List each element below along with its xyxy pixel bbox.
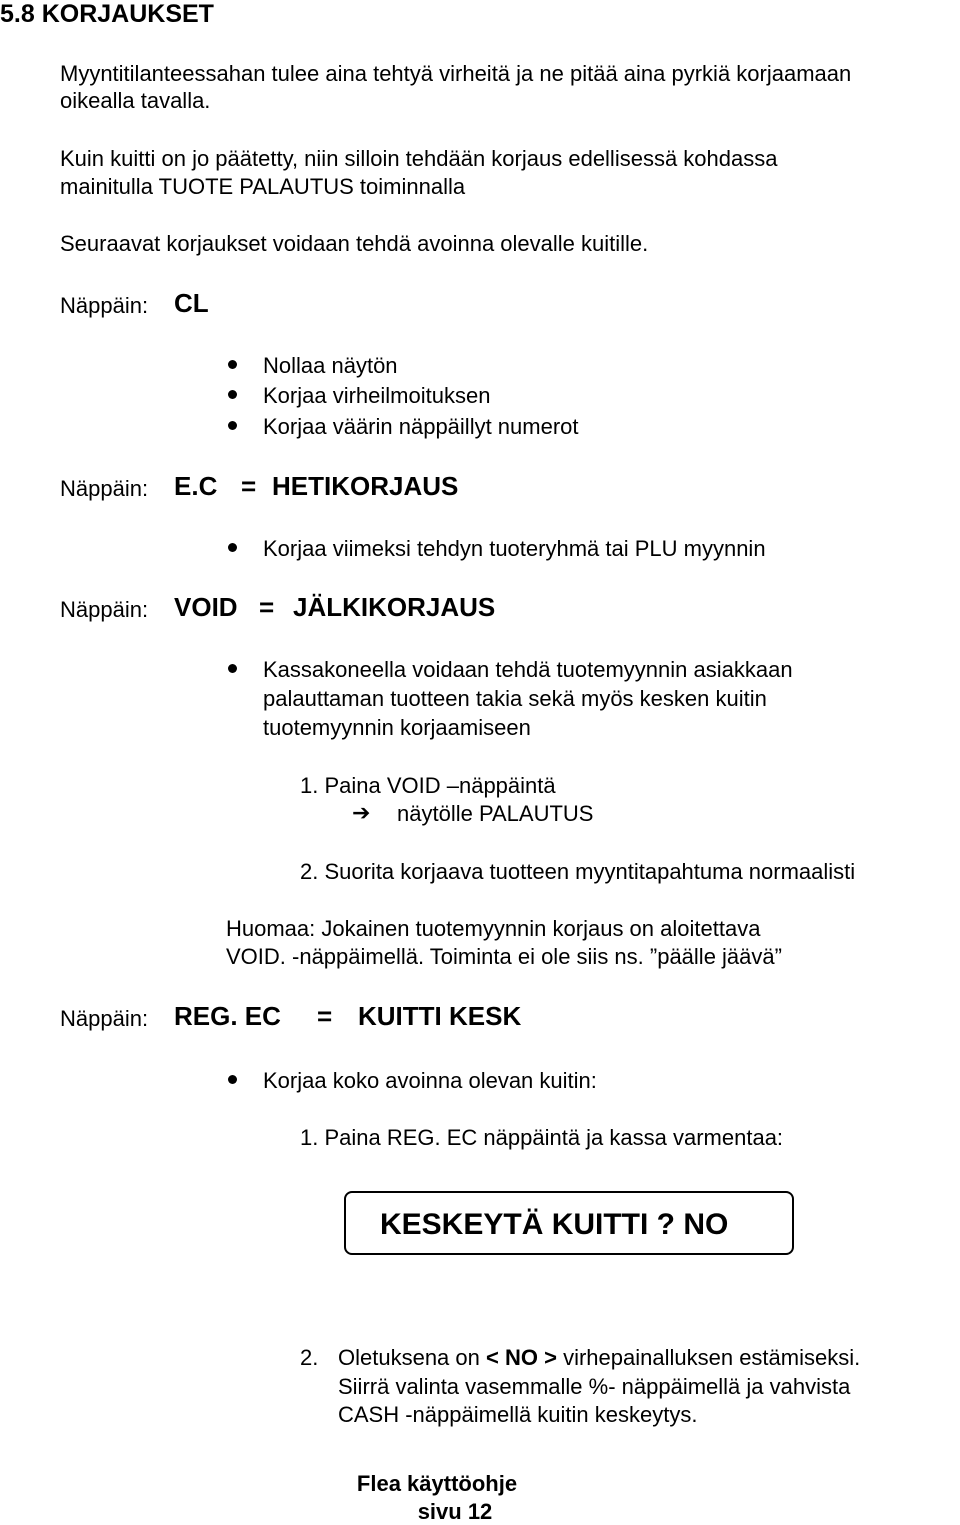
list-item: Korjaa viimeksi tehdyn tuoteryhmä tai PLU myynnin bbox=[263, 536, 766, 561]
description-line: tuotemyynnin korjaamiseen bbox=[263, 715, 531, 740]
bullet-icon bbox=[228, 543, 237, 552]
key-prefix: Näppäin: bbox=[60, 293, 149, 318]
bullet-icon bbox=[228, 421, 237, 430]
intro-line: mainitulla TUOTE PALAUTUS toiminnalla bbox=[60, 174, 466, 199]
list-item: Korjaa virheilmoituksen bbox=[263, 383, 491, 408]
step-text: Oletuksena on bbox=[338, 1345, 480, 1370]
key-ec: E.C bbox=[174, 471, 218, 501]
description-line: palauttaman tuotteen takia sekä myös kesken kuitin bbox=[263, 686, 767, 711]
intro-line: Seuraavat korjaukset voidaan tehdä avoinna olevalle kuitille. bbox=[60, 231, 649, 256]
equals-sign: = bbox=[317, 1001, 333, 1031]
list-item: Nollaa näytön bbox=[263, 353, 398, 378]
note-line: VOID. -näppäimellä. Toiminta ei ole siis ns. ”päälle jäävä” bbox=[226, 944, 782, 969]
intro-line: oikealla tavalla. bbox=[60, 88, 211, 113]
description-line: Kassakoneella voidaan tehdä tuotemyynnin asiakkaan bbox=[263, 657, 793, 682]
footer-title: Flea käyttöohje bbox=[356, 1471, 518, 1496]
page-number: sivu 12 bbox=[417, 1499, 493, 1524]
step-text: virhepainalluksen estämiseksi. bbox=[563, 1345, 861, 1370]
bullet-icon bbox=[228, 664, 237, 673]
key-cl: CL bbox=[174, 288, 209, 318]
step-line: CASH -näppäimellä kuitin keskeytys. bbox=[338, 1402, 698, 1427]
note-line: Huomaa: Jokainen tuotemyynnin korjaus on aloitettava bbox=[226, 916, 761, 941]
equals-sign: = bbox=[241, 471, 257, 501]
function-name: HETIKORJAUS bbox=[272, 471, 459, 501]
step: 1. Paina REG. EC näppäintä ja kassa varmentaa: bbox=[300, 1125, 784, 1150]
list-item: Korjaa koko avoinna olevan kuitin: bbox=[263, 1068, 597, 1093]
step-number: 2. bbox=[300, 1345, 319, 1370]
option-no: NO bbox=[504, 1345, 538, 1370]
function-name: KUITTI KESK bbox=[358, 1001, 522, 1031]
equals-sign: = bbox=[259, 592, 275, 622]
intro-line: Myyntitilanteessahan tulee aina tehtyä virheitä ja ne pitää aina pyrkiä korjaamaan bbox=[60, 61, 852, 86]
key-prefix: Näppäin: bbox=[60, 476, 149, 501]
bullet-icon bbox=[228, 1075, 237, 1084]
step-line bbox=[338, 1343, 860, 1372]
key-prefix: Näppäin: bbox=[60, 597, 149, 622]
bullet-icon bbox=[228, 360, 237, 369]
section-heading: 5.8 KORJAUKSET bbox=[0, 0, 214, 28]
list-item: Korjaa väärin näppäillyt numerot bbox=[263, 414, 579, 439]
key-void: VOID bbox=[174, 592, 238, 622]
bracket: < bbox=[486, 1345, 499, 1370]
bullet-icon bbox=[228, 390, 237, 399]
display-text: KESKEYTÄ KUITTI ? NO bbox=[380, 1208, 729, 1241]
intro-line: Kuin kuitti on jo päätetty, niin silloin tehdään korjaus edellisessä kohdassa bbox=[60, 146, 778, 171]
arrow-right-icon: ➔ bbox=[352, 800, 371, 825]
key-reg-ec: REG. EC bbox=[174, 1001, 281, 1031]
step-line: Siirrä valinta vasemmalle %- näppäimellä ja vahvista bbox=[338, 1374, 851, 1399]
step: 2. Suorita korjaava tuotteen myyntitapahtuma normaalisti bbox=[300, 859, 856, 884]
bracket: > bbox=[544, 1345, 557, 1370]
step-result: näytölle PALAUTUS bbox=[397, 801, 594, 826]
key-prefix: Näppäin: bbox=[60, 1006, 149, 1031]
step: 1. Paina VOID –näppäintä bbox=[300, 773, 556, 798]
function-name: JÄLKIKORJAUS bbox=[293, 592, 496, 622]
